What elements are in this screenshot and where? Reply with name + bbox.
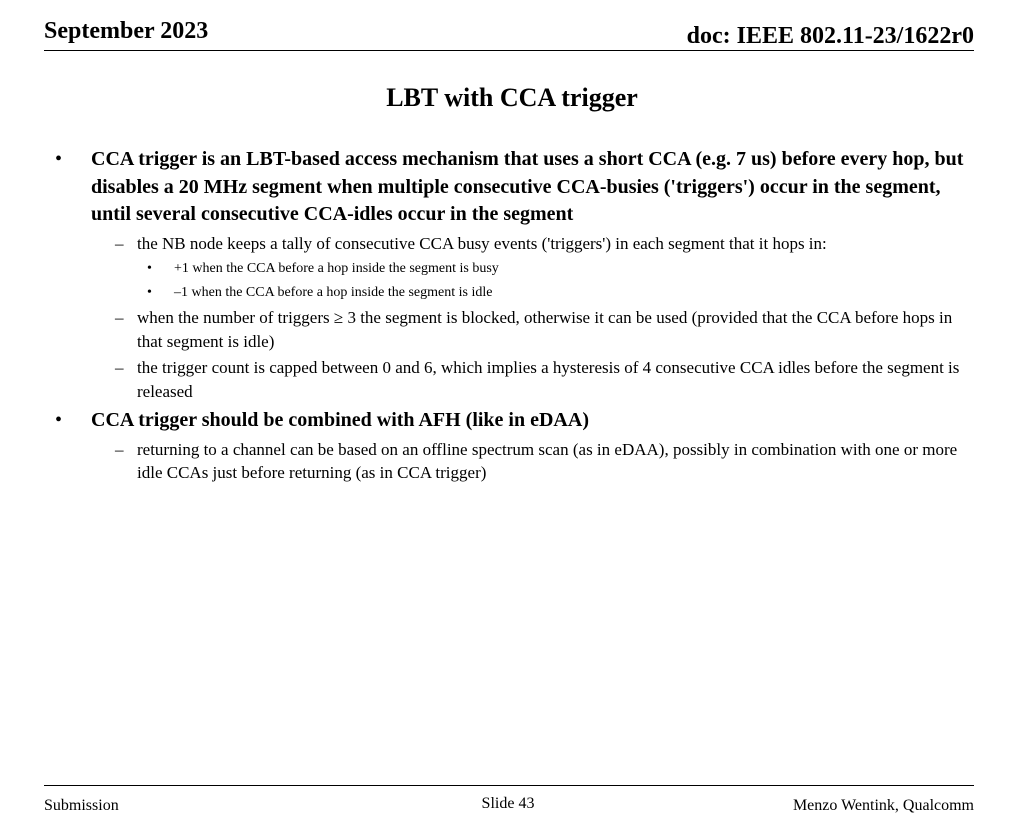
- slide-title: LBT with CCA trigger: [386, 83, 638, 112]
- bullet-1: [44, 146, 974, 229]
- bullet-1-sub-2-text: when the number of triggers ≥ 3 the segment is blocked, otherwise it can be used (provided that the CCA before hops in that segment is idle): [137, 308, 953, 351]
- header-date: September 2023: [44, 18, 209, 44]
- bullet-1-sub-3: [44, 356, 974, 403]
- bullet-2-text: CCA trigger should be combined with AFH (like in eDAA): [91, 409, 589, 431]
- bullet-1-sub-1-item-1: [44, 258, 974, 279]
- bullet-1-sub-2: [44, 306, 974, 353]
- bullet-1-sub-1-item-2: [44, 282, 974, 303]
- bullet-2: [44, 407, 974, 435]
- bullet-1-sub-1-item-2-text: –1 when the CCA before a hop inside the segment is idle: [174, 285, 493, 300]
- header-doc-id: doc: IEEE 802.11-23/1622r0: [686, 23, 974, 49]
- bullet-1-sub-3-text: the trigger count is capped between 0 and 6, which implies a hysteresis of 4 consecutive CCA idles before the segment is released: [137, 358, 960, 401]
- bullet-marker: •: [55, 409, 63, 431]
- bullet-marker: •: [147, 261, 152, 276]
- dash-marker: –: [115, 358, 124, 377]
- bullet-2-sub-1: [44, 438, 974, 485]
- bullet-2-sub-1-text: returning to a channel can be based on an offline spectrum scan (as in eDAA), possibly in combination with one or more idle CCAs just before returning (as in CCA trigger): [137, 439, 958, 482]
- footer-author: Menzo Wentink, Qualcomm: [792, 797, 974, 814]
- dash-marker: –: [115, 233, 124, 253]
- footer-submission: Submission: [44, 797, 119, 814]
- footer-slide-number: Slide 43: [481, 795, 535, 812]
- bullet-marker: •: [147, 285, 152, 300]
- bullet-1-sub-1-text: the NB node keeps a tally of consecutive CCA busy events ('triggers') in each segment that it hops in:: [137, 233, 827, 253]
- footer-rule: [44, 785, 974, 786]
- dash-marker: –: [115, 439, 124, 459]
- bullet-marker: •: [55, 148, 63, 170]
- header-rule: [44, 50, 974, 51]
- bullet-1-sub-1: [44, 232, 974, 256]
- dash-marker: –: [115, 308, 124, 327]
- bullet-1-text: CCA trigger is an LBT-based access mechanism that uses a short CCA (e.g. 7 us) before every hop, but disables a 20 MHz segment when multiple consecutive CCA-busies ('triggers') occur in the segment, until several consecutive CCA-idles occur in the segment: [91, 148, 964, 225]
- bullet-1-sub-1-item-1-text: +1 when the CCA before a hop inside the segment is busy: [174, 261, 499, 276]
- slide-body: [44, 146, 974, 485]
